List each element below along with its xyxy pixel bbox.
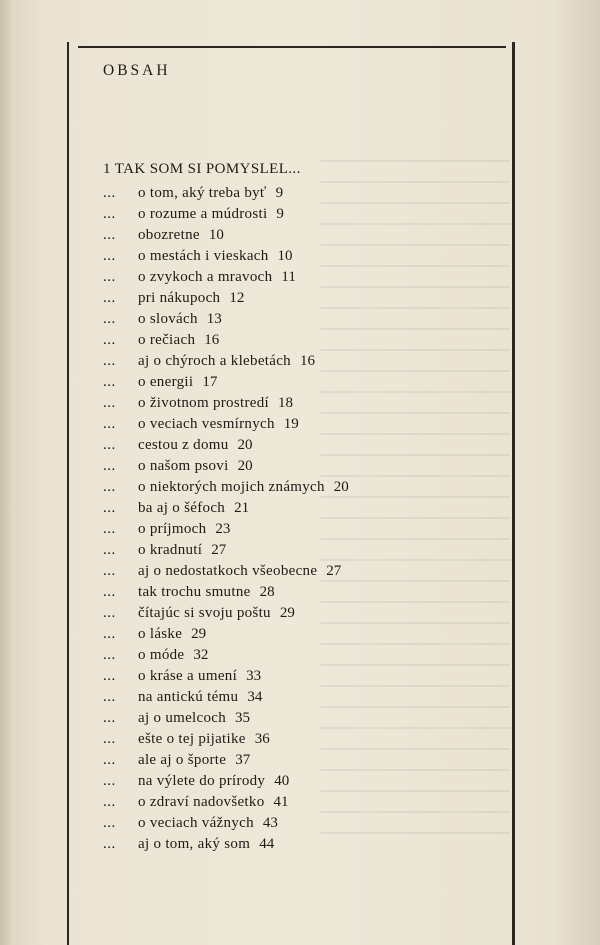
toc-entry-page: 16	[204, 332, 220, 348]
toc-leader: ...	[103, 458, 116, 474]
toc-entry	[103, 792, 349, 813]
toc-entry-title: na antickú tému	[138, 689, 239, 705]
toc-entry	[103, 561, 349, 582]
toc-entry	[103, 246, 349, 267]
toc-leader: ...	[103, 416, 116, 432]
toc-entry-page: 21	[234, 500, 250, 516]
toc-entry-page: 23	[215, 521, 231, 537]
toc-leader: ...	[103, 185, 116, 201]
toc-leader: ...	[103, 668, 116, 684]
toc-entry-title: o láske	[138, 626, 183, 642]
toc-entry-title: o energii	[138, 374, 194, 390]
toc-leader: ...	[103, 731, 116, 747]
toc-entry-page: 10	[208, 227, 224, 243]
toc-entry-page: 20	[237, 437, 253, 453]
toc-entry-title: aj o umelcoch	[138, 710, 227, 726]
toc-entry-title: o príjmoch	[138, 521, 207, 537]
toc-leader: ...	[103, 227, 116, 243]
toc-leader: ...	[103, 542, 116, 558]
toc-entry-page: 41	[273, 794, 289, 810]
toc-entry-title: o našom psovi	[138, 458, 229, 474]
toc-leader: ...	[103, 248, 116, 264]
toc-entry	[103, 477, 349, 498]
toc-leader: ...	[103, 836, 116, 852]
toc-entry-title: o slovách	[138, 311, 198, 327]
toc-entry-title: tak trochu smutne	[138, 584, 251, 600]
toc-leader: ...	[103, 563, 116, 579]
toc-entry-title: o niektorých mojich známych	[138, 479, 325, 495]
toc-entry	[103, 540, 349, 561]
toc-leader: ...	[103, 353, 116, 369]
toc-entry-page: 28	[259, 584, 275, 600]
toc-entry-title: pri nákupoch	[138, 290, 221, 306]
toc-entry-title: o kráse a umení	[138, 668, 238, 684]
toc-leader: ...	[103, 374, 116, 390]
toc-entry	[103, 372, 349, 393]
toc-entry-page: 32	[193, 647, 209, 663]
toc-entry	[103, 834, 349, 855]
toc-entry-title: na výlete do prírody	[138, 773, 266, 789]
toc-entry-page: 10	[277, 248, 293, 264]
toc-entry-title: čítajúc si svoju poštu	[138, 605, 271, 621]
toc-leader: ...	[103, 479, 116, 495]
page-gutter-shadow	[0, 0, 14, 945]
toc-entry-title: o rečiach	[138, 332, 196, 348]
toc-entry	[103, 813, 349, 834]
toc-entry	[103, 603, 349, 624]
right-border-line	[512, 42, 515, 945]
toc-entry-page: 35	[235, 710, 251, 726]
toc-entry-title: aj o nedostatkoch všeobecne	[138, 563, 318, 579]
toc-leader: ...	[103, 395, 116, 411]
toc-leader: ...	[103, 710, 116, 726]
toc-leader: ...	[103, 206, 116, 222]
toc-entry-page: 9	[276, 206, 284, 222]
toc-entry	[103, 288, 349, 309]
toc-entry-page: 27	[211, 542, 227, 558]
toc-entry-title: o zdraví nadovšetko	[138, 794, 265, 810]
toc-entry-title: ba aj o šéfoch	[138, 500, 226, 516]
toc-entry	[103, 729, 349, 750]
toc-entry-page: 20	[333, 479, 349, 495]
toc-leader: ...	[103, 605, 116, 621]
toc-entry-title: aj o tom, aký som	[138, 836, 251, 852]
toc-entry	[103, 225, 349, 246]
toc-entry-page: 37	[235, 752, 251, 768]
toc-entry-page: 12	[229, 290, 245, 306]
toc-entry	[103, 351, 349, 372]
toc-entry	[103, 309, 349, 330]
toc-entry-title: o kradnutí	[138, 542, 203, 558]
toc-entry	[103, 267, 349, 288]
toc-entry	[103, 687, 349, 708]
toc-entry-title: obozretne	[138, 227, 200, 243]
toc-entry	[103, 750, 349, 771]
top-rule	[78, 46, 506, 48]
toc-entry-page: 11	[281, 269, 296, 285]
toc-entry-title: o zvykoch a mravoch	[138, 269, 273, 285]
toc-entry	[103, 393, 349, 414]
toc-entry-title: o veciach vážnych	[138, 815, 254, 831]
toc-leader: ...	[103, 521, 116, 537]
toc-entry	[103, 456, 349, 477]
toc-leader: ...	[103, 437, 116, 453]
left-border-line	[67, 42, 69, 945]
toc-leader: ...	[103, 290, 116, 306]
toc-entry	[103, 435, 349, 456]
toc-leader: ...	[103, 269, 116, 285]
toc-entry-page: 29	[191, 626, 207, 642]
toc-leader: ...	[103, 815, 116, 831]
toc-leader: ...	[103, 500, 116, 516]
toc-entry-page: 29	[279, 605, 295, 621]
toc-entry-title: o mestách i vieskach	[138, 248, 269, 264]
toc-leader: ...	[103, 752, 116, 768]
toc-entry-title: ale aj o športe	[138, 752, 227, 768]
toc-entry-page: 18	[277, 395, 293, 411]
toc-leader: ...	[103, 794, 116, 810]
toc-list	[103, 183, 349, 855]
toc-entry-page: 27	[326, 563, 342, 579]
toc-entry	[103, 708, 349, 729]
toc-entry-page: 33	[246, 668, 262, 684]
toc-entry-page: 13	[206, 311, 222, 327]
section-title: 1 TAK SOM SI POMYSLEL...	[103, 161, 301, 177]
toc-entry-page: 16	[299, 353, 315, 369]
toc-entry-page: 36	[254, 731, 270, 747]
toc-entry-page: 9	[275, 185, 284, 201]
toc-entry-title: aj o chýroch a klebetách	[138, 353, 291, 369]
toc-entry	[103, 645, 349, 666]
toc-leader: ...	[103, 773, 116, 789]
toc-entry-title: ešte o tej pijatike	[138, 731, 246, 747]
toc-entry-title: o veciach vesmírnych	[138, 416, 275, 432]
toc-entry-title: o rozume a múdrosti	[138, 206, 268, 222]
toc-leader: ...	[103, 689, 116, 705]
toc-leader: ...	[103, 647, 116, 663]
toc-entry-title: o tom, aký treba byť	[138, 185, 267, 201]
toc-entry-page: 19	[283, 416, 299, 432]
toc-entry-page: 34	[247, 689, 263, 705]
page-heading: OBSAH	[103, 62, 171, 79]
toc-entry-page: 20	[237, 458, 253, 474]
toc-entry-page: 17	[202, 374, 218, 390]
toc-entry	[103, 624, 349, 645]
toc-leader: ...	[103, 332, 116, 348]
toc-entry-page: 40	[274, 773, 290, 789]
toc-entry	[103, 414, 349, 435]
toc-entry-page: 43	[262, 815, 278, 831]
toc-entry-title: o životnom prostredí	[138, 395, 269, 411]
toc-entry-page: 44	[259, 836, 275, 852]
toc-entry	[103, 519, 349, 540]
toc-leader: ...	[103, 311, 116, 327]
toc-entry	[103, 582, 349, 603]
toc-entry	[103, 204, 349, 225]
toc-entry	[103, 498, 349, 519]
toc-entry	[103, 183, 349, 204]
toc-entry	[103, 330, 349, 351]
toc-entry	[103, 666, 349, 687]
toc-entry	[103, 771, 349, 792]
toc-entry-title: o móde	[138, 647, 185, 663]
toc-entry-title: cestou z domu	[138, 437, 229, 453]
toc-leader: ...	[103, 626, 116, 642]
toc-leader: ...	[103, 584, 116, 600]
